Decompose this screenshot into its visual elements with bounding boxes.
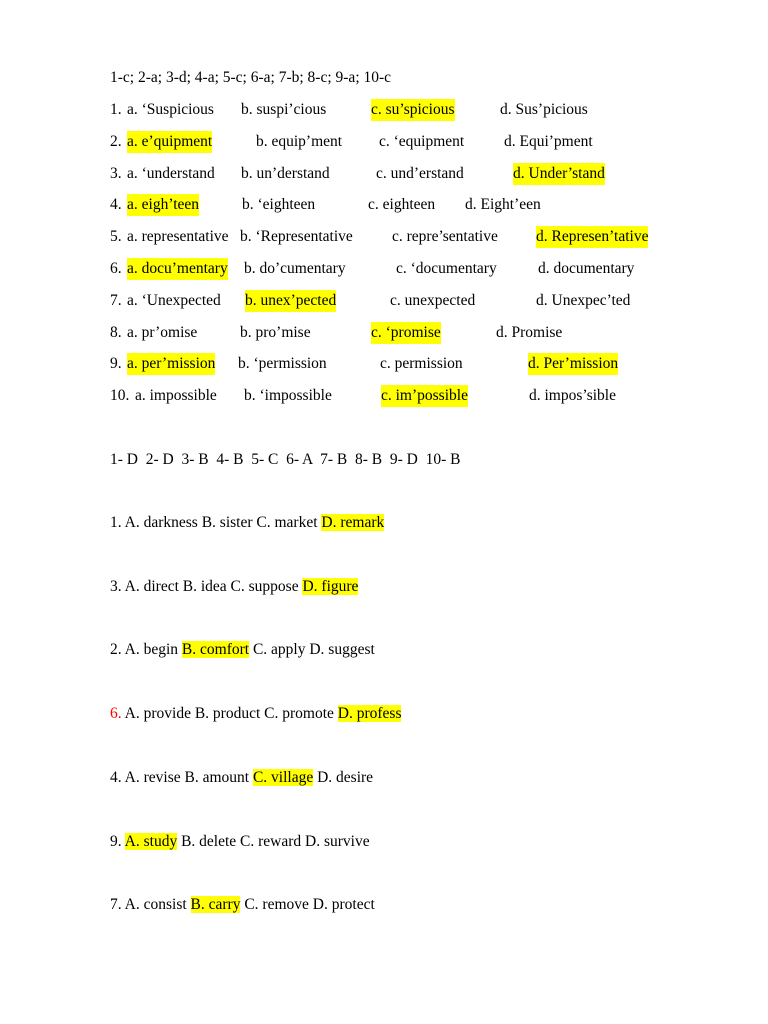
option-a-highlighted: a. docu’mentary bbox=[127, 258, 228, 280]
option-b: B. delete bbox=[181, 832, 237, 850]
question-number: 9. bbox=[110, 355, 122, 373]
option-a: a. ‘Unexpected bbox=[127, 291, 221, 309]
question-number: 7. bbox=[110, 896, 122, 914]
stress-question-row bbox=[0, 353, 768, 377]
question-number: 4. bbox=[110, 196, 122, 214]
pronunciation-question-row bbox=[0, 512, 768, 536]
option-a-highlighted: a. per’mission bbox=[127, 353, 215, 375]
question-number: 1. bbox=[110, 101, 122, 118]
option-b: b. ‘eighteen bbox=[242, 196, 316, 214]
option-b: b. ‘impossible bbox=[244, 387, 332, 405]
option-c: C. promote bbox=[264, 705, 334, 723]
question-text bbox=[110, 703, 401, 725]
option-b: B. amount bbox=[184, 768, 250, 786]
option-a: A. begin bbox=[124, 641, 179, 659]
option-d: d. Equi’pment bbox=[504, 132, 593, 150]
option-d: D. suggest bbox=[309, 641, 375, 659]
option-c-highlighted: c. ‘promise bbox=[371, 322, 441, 344]
option-b-highlighted: b. unex’pected bbox=[245, 290, 336, 312]
option-c: C. remove bbox=[244, 896, 309, 914]
question-number: 1. bbox=[110, 514, 122, 531]
option-c: C. market bbox=[256, 514, 318, 531]
option-a: a. ‘understand bbox=[127, 164, 215, 182]
option-a-highlighted: A. study bbox=[124, 832, 178, 850]
option-a-highlighted: a. e’quipment bbox=[127, 131, 212, 153]
option-c-highlighted: c. im’possible bbox=[381, 385, 468, 407]
question-text bbox=[110, 831, 370, 853]
option-d-highlighted: D. figure bbox=[302, 577, 359, 595]
stress-question-row bbox=[0, 258, 768, 282]
question-number: 5. bbox=[110, 228, 122, 246]
answer-key-stress bbox=[0, 67, 768, 91]
option-a: A. provide bbox=[124, 705, 191, 723]
question-text bbox=[110, 512, 384, 534]
pronunciation-question-row bbox=[0, 576, 768, 600]
pronunciation-question-row bbox=[0, 767, 768, 791]
option-d: d. impos’sible bbox=[529, 387, 616, 405]
option-b: B. product bbox=[194, 705, 261, 723]
stress-question-row bbox=[0, 322, 768, 346]
option-d: D. protect bbox=[312, 896, 375, 914]
option-b: b. un’derstand bbox=[241, 164, 330, 182]
question-number: 7. bbox=[110, 291, 122, 309]
option-b: B. sister bbox=[201, 514, 253, 531]
question-number: 8. bbox=[110, 323, 122, 341]
option-c: C. suppose bbox=[230, 577, 299, 595]
option-d-highlighted: d. Represen’tative bbox=[536, 226, 648, 248]
stress-question-row bbox=[0, 385, 768, 409]
stress-question-row bbox=[0, 226, 768, 250]
option-d: d. Eight’een bbox=[465, 196, 541, 214]
option-c: c. repre’sentative bbox=[392, 228, 498, 246]
option-c: c. ‘documentary bbox=[396, 260, 497, 277]
option-b: b. pro’mise bbox=[240, 323, 311, 341]
question-number: 6. bbox=[110, 260, 122, 277]
option-d-highlighted: d. Per’mission bbox=[528, 353, 618, 375]
option-c: c. unexpected bbox=[390, 291, 476, 309]
option-a: A. revise bbox=[124, 768, 181, 786]
pronunciation-question-row bbox=[0, 894, 768, 918]
option-d: D. desire bbox=[317, 768, 374, 786]
option-a-highlighted: a. eigh’teen bbox=[127, 194, 199, 216]
option-a: A. consist bbox=[124, 896, 187, 914]
question-number: 2. bbox=[110, 132, 122, 150]
option-a: A. direct bbox=[124, 577, 179, 595]
option-b: b. suspi’cious bbox=[241, 101, 327, 118]
pronunciation-question-row bbox=[0, 639, 768, 663]
option-d-highlighted: D. profess bbox=[337, 705, 402, 723]
option-d: d. Promise bbox=[496, 323, 563, 341]
question-text bbox=[110, 767, 373, 789]
pronunciation-question-row bbox=[0, 703, 768, 727]
option-a: a. ‘Suspicious bbox=[127, 101, 214, 118]
question-number: 9. bbox=[110, 832, 122, 850]
answer-key-stress-text: 1-c; 2-a; 3-d; 4-a; 5-c; 6-a; 7-b; 8-c; 9-a; 10-c bbox=[110, 69, 392, 86]
question-number: 4. bbox=[110, 768, 122, 786]
option-d: d. documentary bbox=[538, 260, 635, 277]
option-a: A. darkness bbox=[124, 514, 198, 531]
question-number: 6. bbox=[110, 705, 122, 723]
stress-question-row bbox=[0, 290, 768, 314]
option-d: D. survive bbox=[305, 832, 370, 850]
option-d-highlighted: D. remark bbox=[321, 514, 385, 531]
stress-question-row bbox=[0, 163, 768, 187]
option-c: C. reward bbox=[240, 832, 302, 850]
stress-question-row bbox=[0, 99, 768, 123]
option-d: d. Sus’picious bbox=[500, 101, 588, 118]
option-c: C. apply bbox=[252, 641, 306, 659]
option-c-highlighted: C. village bbox=[252, 768, 314, 786]
option-b: b. ‘Representative bbox=[240, 228, 353, 246]
question-number: 3. bbox=[110, 577, 122, 595]
option-c: c. ‘equipment bbox=[379, 132, 465, 150]
answer-key-pronunciation bbox=[0, 449, 768, 473]
option-d: d. Unexpec’ted bbox=[536, 291, 631, 309]
option-b: b. equip’ment bbox=[256, 132, 343, 150]
option-b: b. ‘permission bbox=[238, 355, 327, 373]
answer-key-pronunciation-text: 1- D 2- D 3- B 4- B 5- C 6- A 7- B 8- B 9- D 10- B bbox=[110, 451, 461, 468]
question-number: 2. bbox=[110, 641, 122, 659]
option-a: a. impossible bbox=[135, 387, 217, 405]
question-number: 10. bbox=[110, 387, 130, 405]
option-b: B. idea bbox=[182, 577, 227, 595]
option-a: a. representative bbox=[127, 228, 229, 246]
option-c: c. eighteen bbox=[368, 196, 436, 214]
option-b-highlighted: B. comfort bbox=[181, 641, 250, 659]
stress-question-row bbox=[0, 194, 768, 218]
option-b-highlighted: B. carry bbox=[190, 896, 241, 914]
option-d-highlighted: d. Under’stand bbox=[513, 163, 605, 185]
stress-question-row bbox=[0, 131, 768, 155]
question-text bbox=[110, 639, 375, 661]
option-a: a. pr’omise bbox=[127, 323, 198, 341]
pronunciation-question-row bbox=[0, 831, 768, 855]
option-b: b. do’cumentary bbox=[244, 260, 346, 277]
question-text bbox=[110, 576, 358, 598]
option-c-highlighted: c. su’spicious bbox=[371, 99, 455, 121]
option-c: c. permission bbox=[380, 355, 463, 373]
question-text bbox=[110, 894, 375, 916]
option-c: c. und’erstand bbox=[376, 164, 464, 182]
question-number: 3. bbox=[110, 164, 122, 182]
